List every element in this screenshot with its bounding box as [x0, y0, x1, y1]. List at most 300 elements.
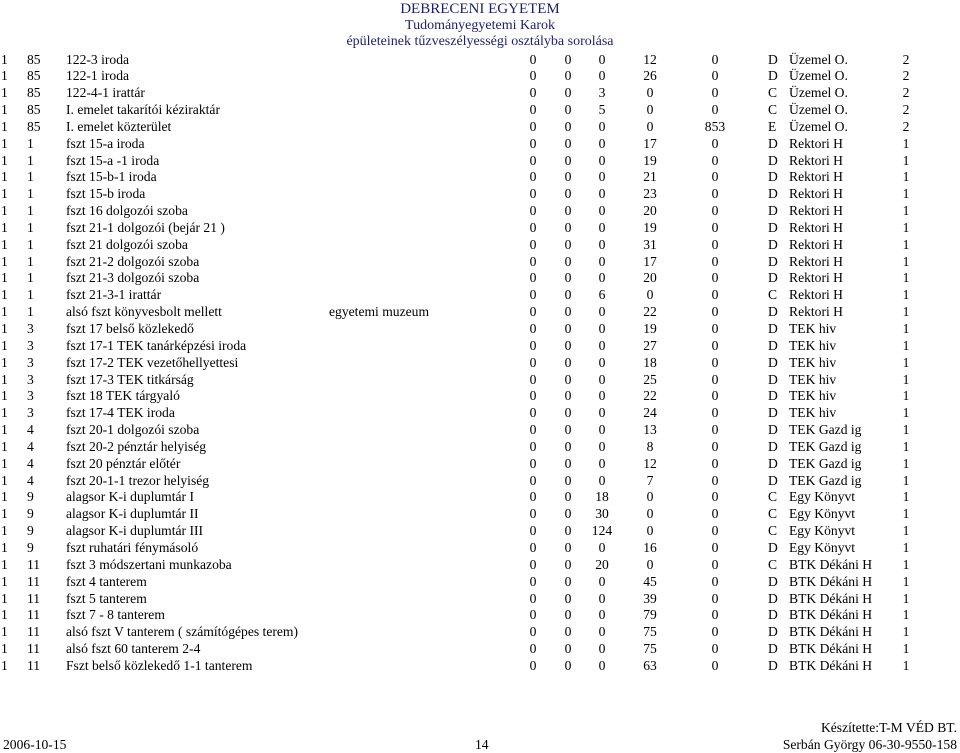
value-col-2: 0: [564, 51, 572, 67]
value-col-1: 0: [529, 203, 537, 219]
value-col-2: 0: [564, 489, 572, 505]
area-value: 0: [646, 556, 654, 572]
area-value-2: 853: [704, 118, 726, 134]
room-name: alsó fszt V tanterem ( számítógépes terem): [66, 624, 299, 640]
unit-code: 1: [27, 236, 34, 252]
table-row: [0, 506, 960, 523]
value-col-3: 0: [598, 539, 606, 555]
value-col-2: 0: [564, 422, 572, 438]
organization: Egy Könyvt: [789, 506, 856, 522]
unit-code: 9: [27, 489, 34, 505]
organization: TEK hiv: [789, 337, 837, 353]
area-value-2: 0: [711, 68, 719, 84]
building-code: 1: [1, 422, 8, 438]
value-col-2: 0: [564, 68, 572, 84]
floor-count: 2: [902, 102, 910, 118]
organization: TEK hiv: [789, 321, 837, 336]
floor-count: 1: [902, 438, 910, 454]
value-col-3: 0: [598, 371, 606, 387]
value-col-1: 0: [529, 607, 537, 623]
building-code: 1: [1, 236, 8, 252]
area-value-2: 0: [711, 102, 719, 118]
table-row: [0, 456, 960, 473]
fire-class: D: [768, 186, 778, 202]
building-code: 1: [1, 624, 8, 640]
area-value-2: 0: [711, 152, 719, 168]
value-col-3: 0: [598, 203, 606, 219]
room-name: fszt 15-b-1 iroda: [66, 169, 157, 185]
floor-count: 2: [902, 118, 910, 134]
area-value: 23: [643, 186, 657, 202]
area-value: 45: [643, 573, 657, 589]
floor-count: 2: [902, 68, 910, 84]
fire-class: D: [768, 304, 778, 320]
table-row: [0, 136, 960, 153]
building-code: 1: [1, 371, 8, 387]
room-name: fszt 20-2 pénztár helyiség: [66, 438, 207, 454]
value-col-1: 0: [529, 438, 537, 454]
area-value-2: 0: [711, 371, 719, 387]
floor-count: 1: [902, 624, 910, 640]
fire-class: D: [768, 253, 778, 269]
area-value-2: 0: [711, 472, 719, 488]
organization: Üzemel O.: [789, 51, 848, 67]
building-code: 1: [1, 287, 8, 303]
area-value: 0: [646, 102, 654, 118]
value-col-1: 0: [529, 186, 537, 202]
table-row: [0, 203, 960, 220]
value-col-3: 0: [598, 304, 606, 320]
area-value: 75: [643, 624, 657, 640]
area-value: 17: [643, 253, 657, 269]
organization: BTK Dékáni H: [789, 590, 873, 606]
value-col-1: 0: [529, 135, 537, 151]
floor-count: 1: [902, 287, 910, 303]
fire-class: D: [768, 203, 778, 219]
table-row: [0, 355, 960, 372]
table-row: [0, 658, 960, 675]
floor-count: 1: [902, 523, 910, 539]
floor-count: 1: [902, 657, 910, 673]
table-row: [0, 574, 960, 591]
room-name: I. emelet közterület: [66, 118, 172, 134]
table-row: [0, 591, 960, 608]
building-code: 1: [1, 186, 8, 202]
value-col-3: 0: [598, 388, 606, 404]
room-name: fszt 7 - 8 tanterem: [66, 607, 165, 623]
fire-class: D: [768, 624, 778, 640]
value-col-1: 0: [529, 388, 537, 404]
table-row: [0, 153, 960, 170]
unit-code: 85: [27, 68, 41, 84]
area-value: 13: [643, 422, 657, 438]
building-code: 1: [1, 523, 8, 539]
floor-count: 1: [902, 169, 910, 185]
value-col-2: 0: [564, 152, 572, 168]
value-col-2: 0: [564, 135, 572, 151]
table-row: [0, 624, 960, 641]
value-col-1: 0: [529, 371, 537, 387]
unit-code: 1: [27, 287, 34, 303]
document-header: [0, 1, 960, 50]
organization: Egy Könyvt: [789, 523, 856, 539]
area-value: 0: [646, 287, 654, 303]
value-col-2: 0: [564, 337, 572, 353]
table-row: [0, 304, 960, 321]
value-col-3: 0: [598, 253, 606, 269]
room-name: fszt 21-3 dolgozói szoba: [66, 270, 200, 286]
value-col-3: 0: [598, 152, 606, 168]
area-value: 19: [643, 219, 657, 235]
room-name: fszt 17-3 TEK titkárság: [66, 371, 194, 387]
area-value-2: 0: [711, 203, 719, 219]
organization: Rektori H: [789, 169, 843, 185]
area-value-2: 0: [711, 590, 719, 606]
organization: TEK Gazd ig: [789, 438, 862, 454]
room-name: fszt 20-1-1 trezor helyiség: [66, 472, 210, 488]
fire-class: D: [768, 539, 778, 555]
value-col-1: 0: [529, 455, 537, 471]
room-name: 122-1 iroda: [66, 68, 130, 84]
building-code: 1: [1, 85, 8, 101]
value-col-2: 0: [564, 388, 572, 404]
floor-count: 1: [902, 337, 910, 353]
value-col-3: 20: [595, 556, 609, 572]
value-col-3: 0: [598, 573, 606, 589]
table-row: [0, 287, 960, 304]
building-code: 1: [1, 68, 8, 84]
unit-code: 1: [27, 135, 34, 151]
value-col-1: 0: [529, 253, 537, 269]
area-value: 12: [643, 51, 657, 67]
author-contact: Serbán György 06-30-9550-158: [782, 737, 957, 752]
table-row: [0, 473, 960, 490]
unit-code: 1: [27, 219, 34, 235]
organization: Rektori H: [789, 236, 843, 252]
organization: Üzemel O.: [789, 68, 848, 84]
building-code: 1: [1, 405, 8, 421]
room-name: alagsor K-i duplumtár III: [66, 523, 204, 539]
value-col-2: 0: [564, 186, 572, 202]
unit-code: 3: [27, 371, 34, 387]
building-code: 1: [1, 219, 8, 235]
unit-code: 4: [27, 472, 34, 488]
value-col-3: 0: [598, 135, 606, 151]
value-col-3: 0: [598, 186, 606, 202]
floor-count: 1: [902, 607, 910, 623]
area-value-2: 0: [711, 253, 719, 269]
building-code: 1: [1, 388, 8, 404]
floor-count: 1: [902, 405, 910, 421]
area-value-2: 0: [711, 135, 719, 151]
area-value-2: 0: [711, 657, 719, 673]
value-col-3: 0: [598, 472, 606, 488]
floor-count: 1: [902, 270, 910, 286]
value-col-1: 0: [529, 118, 537, 134]
value-col-2: 0: [564, 506, 572, 522]
room-name: fszt 21-1 dolgozói (bejár 21 ): [66, 219, 225, 235]
organization: Rektori H: [789, 152, 843, 168]
building-code: 1: [1, 472, 8, 488]
floor-count: 1: [902, 152, 910, 168]
building-code: 1: [1, 135, 8, 151]
table-row: [0, 372, 960, 389]
floor-count: 2: [902, 51, 910, 67]
value-col-1: 0: [529, 641, 537, 657]
table-row: [0, 388, 960, 405]
area-value-2: 0: [711, 607, 719, 623]
room-name: alagsor K-i duplumtár II: [66, 506, 199, 522]
fire-class: D: [768, 388, 778, 404]
area-value-2: 0: [711, 573, 719, 589]
value-col-1: 0: [529, 152, 537, 168]
fire-class: D: [768, 337, 778, 353]
table-row: [0, 85, 960, 102]
area-value: 19: [643, 321, 657, 336]
value-col-2: 0: [564, 657, 572, 673]
fire-class: D: [768, 152, 778, 168]
area-value: 18: [643, 354, 657, 370]
value-col-3: 0: [598, 51, 606, 67]
value-col-3: 0: [598, 219, 606, 235]
table-row: [0, 540, 960, 557]
value-col-1: 0: [529, 506, 537, 522]
organization: BTK Dékáni H: [789, 657, 873, 673]
table-row: [0, 422, 960, 439]
area-value-2: 0: [711, 169, 719, 185]
area-value-2: 0: [711, 337, 719, 353]
area-value: 63: [643, 657, 657, 673]
building-code: 1: [1, 169, 8, 185]
room-name: fszt 20 pénztár előtér: [66, 455, 181, 471]
value-col-2: 0: [564, 607, 572, 623]
value-col-1: 0: [529, 472, 537, 488]
value-col-3: 0: [598, 422, 606, 438]
room-name: I. emelet takarítói kéziraktár: [66, 102, 220, 118]
unit-code: 1: [27, 304, 34, 320]
value-col-3: 0: [598, 624, 606, 640]
value-col-2: 0: [564, 169, 572, 185]
organization: Rektori H: [789, 219, 843, 235]
value-col-1: 0: [529, 51, 537, 67]
area-value: 31: [643, 236, 657, 252]
value-col-2: 0: [564, 641, 572, 657]
unit-code: 3: [27, 354, 34, 370]
room-name: fszt 5 tanterem: [66, 590, 147, 606]
value-col-3: 0: [598, 118, 606, 134]
value-col-1: 0: [529, 337, 537, 353]
table-row: [0, 254, 960, 271]
floor-count: 1: [902, 539, 910, 555]
value-col-3: 0: [598, 337, 606, 353]
organization: TEK hiv: [789, 354, 837, 370]
unit-code: 85: [27, 118, 41, 134]
area-value-2: 0: [711, 455, 719, 471]
value-col-2: 0: [564, 624, 572, 640]
organization: Rektori H: [789, 186, 843, 202]
value-col-2: 0: [564, 85, 572, 101]
area-value: 75: [643, 641, 657, 657]
table-row: [0, 102, 960, 119]
area-value-2: 0: [711, 506, 719, 522]
value-col-1: 0: [529, 422, 537, 438]
value-col-2: 0: [564, 523, 572, 539]
floor-count: 1: [902, 321, 910, 336]
building-code: 1: [1, 438, 8, 454]
value-col-3: 0: [598, 455, 606, 471]
unit-code: 4: [27, 438, 34, 454]
unit-code: 11: [27, 590, 41, 606]
value-col-1: 0: [529, 68, 537, 84]
value-col-1: 0: [529, 405, 537, 421]
room-name: alagsor K-i duplumtár I: [66, 489, 194, 505]
building-code: 1: [1, 51, 8, 67]
area-value-2: 0: [711, 556, 719, 572]
value-col-2: 0: [564, 539, 572, 555]
room-table: [0, 52, 960, 675]
area-value: 16: [643, 539, 657, 555]
value-col-2: 0: [564, 438, 572, 454]
fire-class: D: [768, 219, 778, 235]
value-col-2: 0: [564, 270, 572, 286]
table-row: [0, 186, 960, 203]
organization: TEK Gazd ig: [789, 472, 862, 488]
organization: TEK Gazd ig: [789, 422, 862, 438]
organization: Egy Könyvt: [789, 539, 856, 555]
unit-code: 1: [27, 203, 34, 219]
unit-code: 85: [27, 85, 41, 101]
room-name: fszt 17-1 TEK tanárképzési iroda: [66, 337, 247, 353]
unit-code: 3: [27, 405, 34, 421]
room-name: fszt 15-a iroda: [66, 135, 145, 151]
fire-class: D: [768, 354, 778, 370]
fire-class: D: [768, 405, 778, 421]
building-code: 1: [1, 118, 8, 134]
floor-count: 1: [902, 556, 910, 572]
value-col-2: 0: [564, 304, 572, 320]
room-name: fszt 4 tanterem: [66, 573, 147, 589]
room-name: fszt ruhatári fénymásoló: [66, 539, 199, 555]
table-row: [0, 641, 960, 658]
building-code: 1: [1, 607, 8, 623]
area-value: 8: [646, 438, 654, 454]
table-row: [0, 270, 960, 287]
fire-class: D: [768, 472, 778, 488]
value-col-2: 0: [564, 102, 572, 118]
faculty-name: Tudományegyetemi Karok: [405, 18, 555, 33]
building-code: 1: [1, 354, 8, 370]
value-col-2: 0: [564, 556, 572, 572]
value-col-1: 0: [529, 556, 537, 572]
unit-code: 1: [27, 253, 34, 269]
value-col-1: 0: [529, 219, 537, 235]
building-code: 1: [1, 304, 8, 320]
value-col-2: 0: [564, 371, 572, 387]
room-name: fszt 20-1 dolgozói szoba: [66, 422, 200, 438]
unit-code: 9: [27, 539, 34, 555]
table-row: [0, 220, 960, 237]
room-name: alsó fszt 60 tanterem 2-4: [66, 641, 201, 657]
unit-code: 3: [27, 321, 34, 336]
area-value-2: 0: [711, 624, 719, 640]
value-col-2: 0: [564, 354, 572, 370]
building-code: 1: [1, 657, 8, 673]
room-name: alsó fszt könyvesbolt mellett: [66, 304, 222, 320]
building-code: 1: [1, 506, 8, 522]
floor-count: 1: [902, 186, 910, 202]
area-value: 39: [643, 590, 657, 606]
value-col-1: 0: [529, 287, 537, 303]
value-col-2: 0: [564, 321, 572, 336]
value-col-1: 0: [529, 523, 537, 539]
floor-count: 1: [902, 506, 910, 522]
area-value: 0: [646, 489, 654, 505]
table-row: [0, 489, 960, 506]
value-col-3: 3: [598, 85, 606, 101]
area-value: 27: [643, 337, 657, 353]
value-col-1: 0: [529, 102, 537, 118]
fire-class: D: [768, 135, 778, 151]
room-name: 122-3 iroda: [66, 51, 130, 67]
fire-class: C: [768, 489, 778, 505]
organization: BTK Dékáni H: [789, 573, 873, 589]
value-col-2: 0: [564, 203, 572, 219]
fire-class: C: [768, 102, 778, 118]
building-code: 1: [1, 337, 8, 353]
floor-count: 1: [902, 236, 910, 252]
unit-code: 9: [27, 506, 34, 522]
floor-count: 1: [902, 489, 910, 505]
area-value-2: 0: [711, 219, 719, 235]
unit-code: 4: [27, 422, 34, 438]
area-value: 20: [643, 270, 657, 286]
area-value-2: 0: [711, 438, 719, 454]
fire-class: C: [768, 85, 778, 101]
room-name: Fszt belső közlekedő 1-1 tanterem: [66, 657, 253, 673]
room-name: fszt 21-3-1 irattár: [66, 287, 162, 303]
area-value-2: 0: [711, 539, 719, 555]
area-value-2: 0: [711, 51, 719, 67]
organization: BTK Dékáni H: [789, 624, 873, 640]
fire-class: C: [768, 506, 778, 522]
fire-class: C: [768, 287, 778, 303]
room-name: fszt 15-a -1 iroda: [66, 152, 160, 168]
fire-class: D: [768, 169, 778, 185]
area-value-2: 0: [711, 287, 719, 303]
area-value: 21: [643, 169, 657, 185]
value-col-2: 0: [564, 219, 572, 235]
value-col-3: 0: [598, 236, 606, 252]
table-row: [0, 607, 960, 624]
value-col-3: 0: [598, 607, 606, 623]
floor-count: 1: [902, 641, 910, 657]
value-col-3: 0: [598, 270, 606, 286]
organization: BTK Dékáni H: [789, 556, 873, 572]
value-col-3: 0: [598, 641, 606, 657]
fire-class: D: [768, 371, 778, 387]
author-company: Készítette:T-M VÉD BT.: [820, 720, 957, 735]
value-col-1: 0: [529, 590, 537, 606]
area-value: 25: [643, 371, 657, 387]
area-value: 0: [646, 523, 654, 539]
building-code: 1: [1, 590, 8, 606]
building-code: 1: [1, 455, 8, 471]
area-value: 0: [646, 506, 654, 522]
fire-class: D: [768, 590, 778, 606]
value-col-1: 0: [529, 573, 537, 589]
organization: Rektori H: [789, 203, 843, 219]
document-title: épületeinek tűzveszélyességi osztályba sorolása: [346, 34, 614, 49]
